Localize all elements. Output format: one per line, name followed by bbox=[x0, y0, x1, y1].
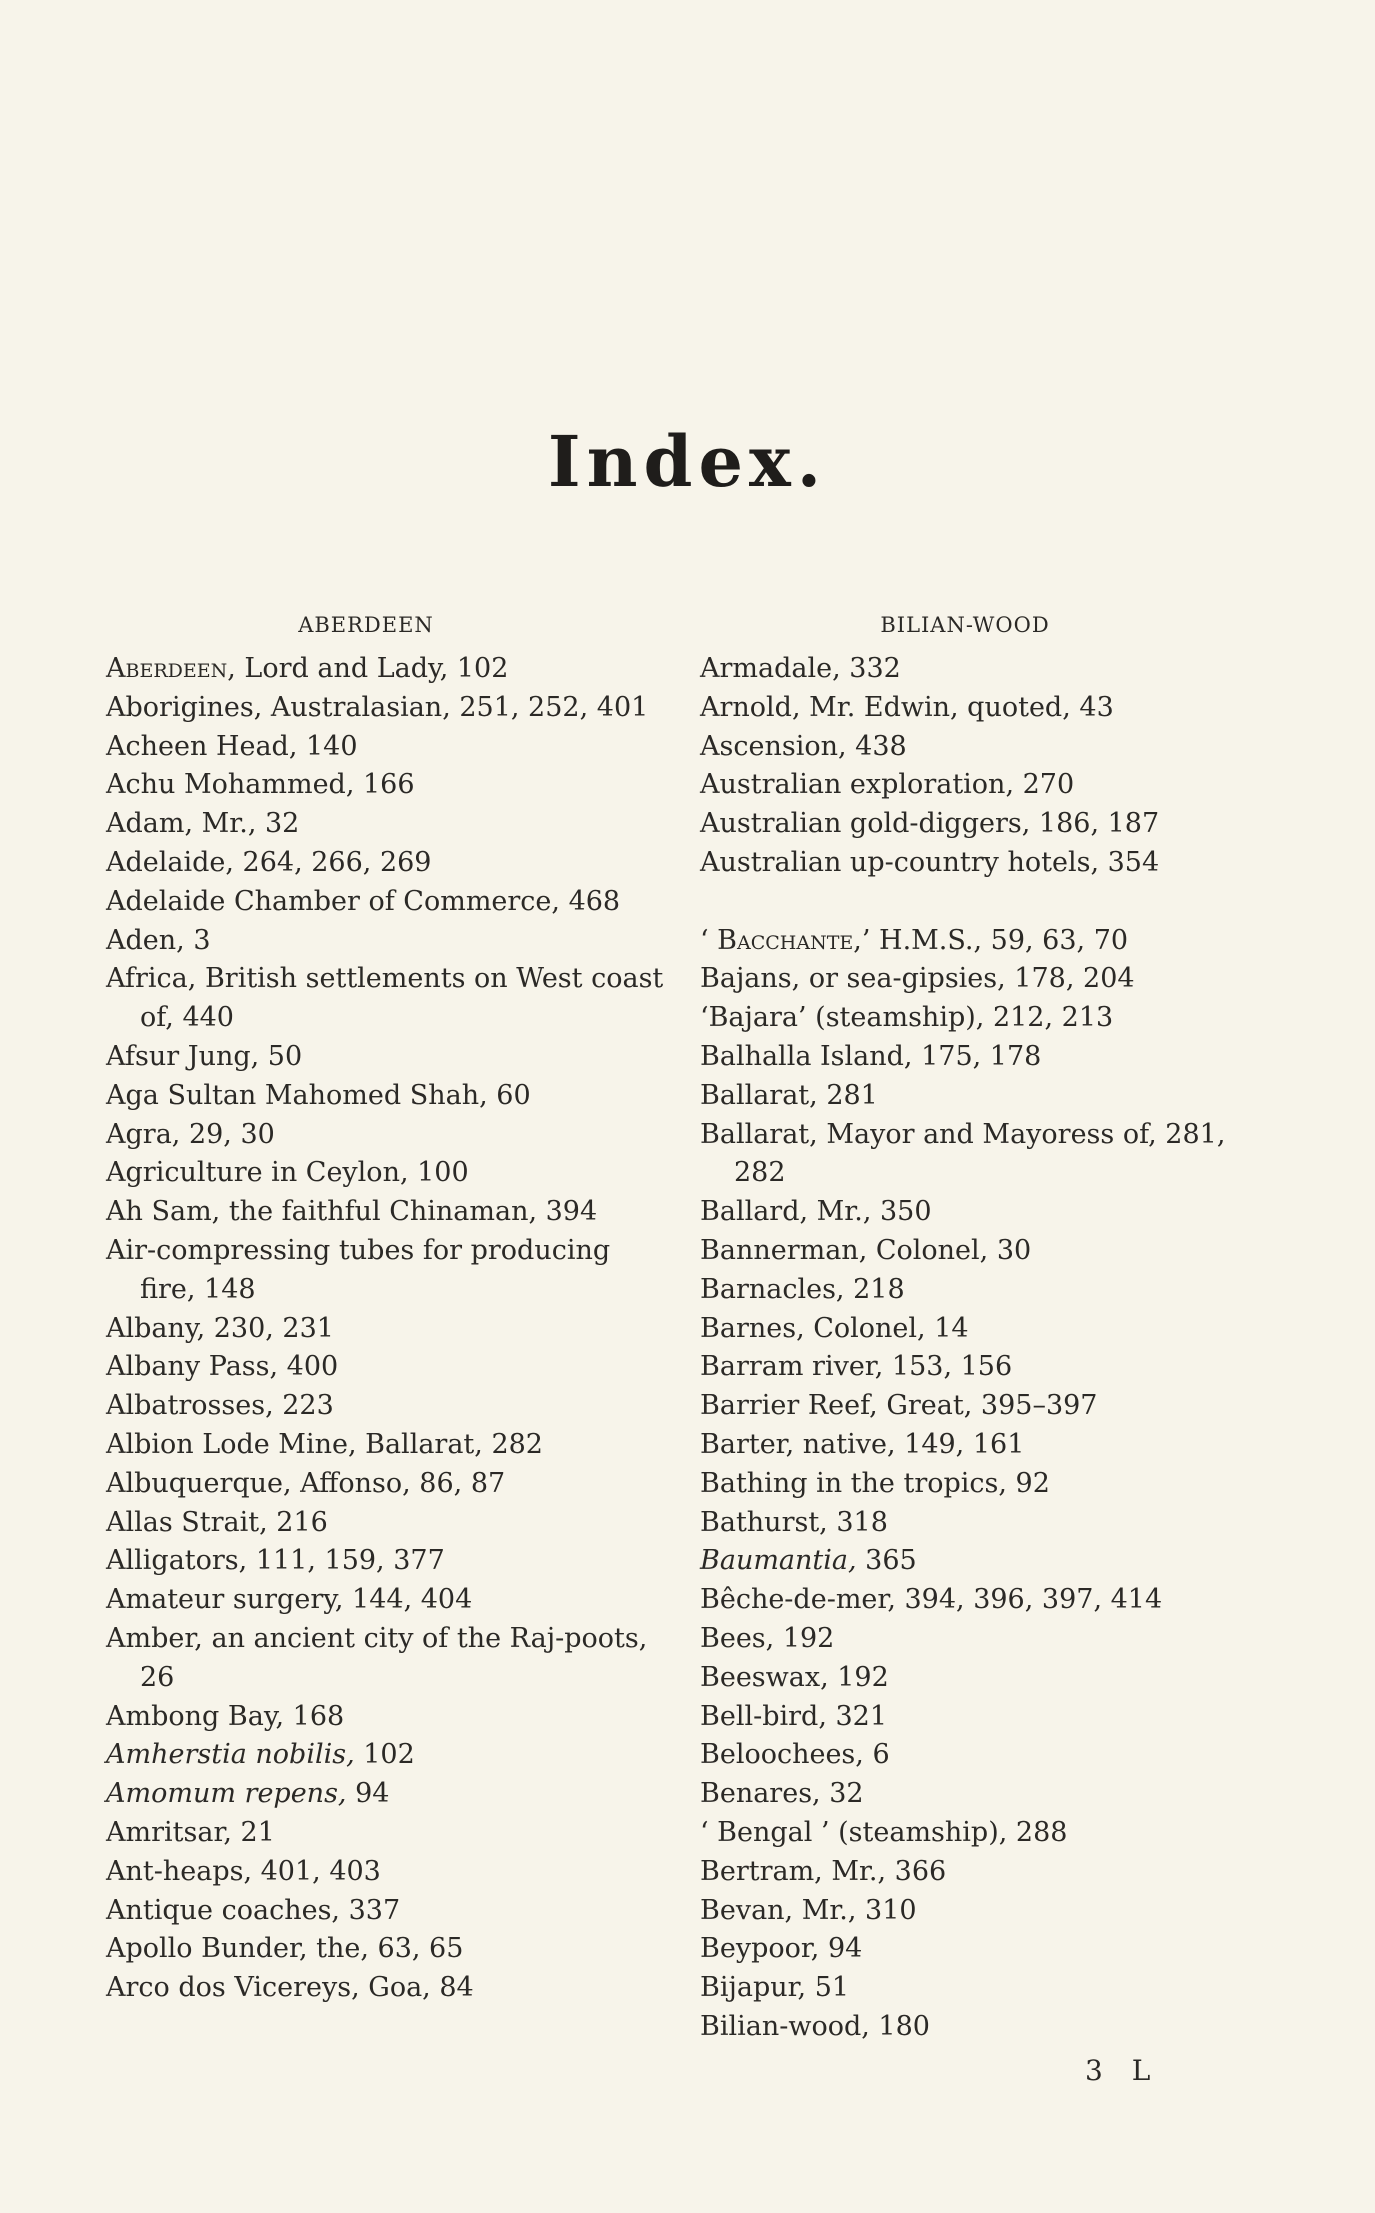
index-entry: Apollo Bunder, the, 63, 65 bbox=[106, 1933, 464, 1965]
index-entry: Bannerman, Colonel, 30 bbox=[700, 1234, 1032, 1266]
entry-italic-term: Amherstia nobilis, bbox=[106, 1739, 355, 1771]
index-entry: Australian gold-diggers, 186, 187 bbox=[700, 808, 1160, 840]
index-column-right bbox=[700, 610, 1270, 2047]
page-title: Index. bbox=[547, 420, 828, 503]
index-entry: Aden, 3 bbox=[106, 924, 211, 956]
index-entry: Albuquerque, Affonso, 86, 87 bbox=[106, 1467, 506, 1499]
entry-list-right bbox=[700, 650, 1270, 2047]
index-entry: Bajans, or sea-gipsies, 178, 204 bbox=[700, 963, 1135, 995]
index-entry: Amritsar, 21 bbox=[106, 1816, 275, 1848]
entry-headword: Bacchante, bbox=[717, 924, 862, 956]
index-entry: Balhalla Island, 175, 178 bbox=[700, 1040, 1042, 1072]
index-entry: Air-compressing tubes for producing fire, 148 bbox=[106, 1234, 611, 1305]
index-entry: Albatrosses, 223 bbox=[106, 1390, 334, 1422]
index-entry: Beeswax, 192 bbox=[700, 1661, 889, 1693]
index-entry: Ballard, Mr., 350 bbox=[700, 1196, 932, 1228]
index-entry: Adam, Mr., 32 bbox=[106, 808, 300, 840]
entry-headword: Aberdeen, bbox=[106, 653, 236, 684]
index-entry: Australian exploration, 270 bbox=[700, 769, 1075, 801]
index-entry bbox=[106, 1736, 666, 1775]
index-entry: Achu Mohammed, 166 bbox=[106, 769, 415, 801]
index-entry: Barter, native, 149, 161 bbox=[700, 1428, 1025, 1460]
index-entry: ‘ Bengal ’ (steamship), 288 bbox=[700, 1816, 1068, 1848]
index-entry: Armadale, 332 bbox=[700, 653, 901, 684]
index-entry: Australian up-country hotels, 354 bbox=[700, 846, 1160, 878]
entry-italic-term: Amomum repens, bbox=[106, 1778, 347, 1810]
index-entry: Beypoor, 94 bbox=[700, 1933, 863, 1965]
index-entry: Allas Strait, 216 bbox=[106, 1506, 328, 1538]
index-entry: Barnacles, 218 bbox=[700, 1273, 905, 1305]
index-entry: Antique coaches, 337 bbox=[106, 1894, 401, 1926]
entry-pages: 102 bbox=[354, 1739, 415, 1771]
entry-pages: ’ H.M.S., 59, 63, 70 bbox=[861, 924, 1129, 956]
index-entry: Africa, British settlements on West coast of, 440 bbox=[106, 963, 664, 1034]
index-entry: Bertram, Mr., 366 bbox=[700, 1855, 947, 1887]
index-entry: Ah Sam, the faithful Chinaman, 394 bbox=[106, 1196, 598, 1228]
index-entry: Amateur surgery, 144, 404 bbox=[106, 1584, 473, 1616]
index-entry: Arnold, Mr. Edwin, quoted, 43 bbox=[700, 691, 1114, 723]
index-entry: Alligators, 111, 159, 377 bbox=[106, 1545, 445, 1577]
index-entry: Adelaide, 264, 266, 269 bbox=[106, 846, 432, 878]
index-entry: Albany, 230, 231 bbox=[106, 1312, 334, 1344]
index-entry: Bijapur, 51 bbox=[700, 1972, 850, 2004]
index-entry: Albany Pass, 400 bbox=[106, 1351, 339, 1383]
index-entry: Barrier Reef, Great, 395–397 bbox=[700, 1390, 1098, 1422]
index-entry: Benares, 32 bbox=[700, 1778, 864, 1810]
index-entry: Aborigines, Australasian, 251, 252, 401 bbox=[106, 691, 649, 723]
entry-quote: ‘ bbox=[700, 924, 718, 956]
index-entry: Ballarat, Mayor and Mayoress of, 281, 282 bbox=[700, 1118, 1226, 1189]
index-entry: Aga Sultan Mahomed Shah, 60 bbox=[106, 1079, 531, 1111]
index-entry: Adelaide Chamber of Commerce, 468 bbox=[106, 885, 621, 917]
index-entry bbox=[106, 650, 666, 689]
entry-list-left bbox=[106, 650, 666, 2008]
running-head-left: ABERDEEN bbox=[298, 613, 434, 637]
entry-italic-term: Baumantia, bbox=[700, 1545, 857, 1577]
index-entry: Agra, 29, 30 bbox=[106, 1118, 275, 1150]
index-entry bbox=[106, 1775, 666, 1814]
index-entry: Bees, 192 bbox=[700, 1622, 835, 1654]
entry-pages: 94 bbox=[346, 1778, 390, 1810]
index-entry: Afsur Jung, 50 bbox=[106, 1040, 303, 1072]
index-entry: Ambong Bay, 168 bbox=[106, 1700, 345, 1732]
index-entry: Arco dos Vicereys, Goa, 84 bbox=[106, 1972, 474, 2004]
index-entry: Barram river, 153, 156 bbox=[700, 1351, 1013, 1383]
index-entry bbox=[700, 922, 1270, 961]
index-entry: Bathing in the tropics, 92 bbox=[700, 1467, 1050, 1499]
index-entry: Bevan, Mr., 310 bbox=[700, 1894, 917, 1926]
entry-pages: 365 bbox=[856, 1545, 917, 1577]
entry-pages: Lord and Lady, 102 bbox=[235, 653, 509, 684]
index-entry: Bathurst, 318 bbox=[700, 1506, 888, 1538]
index-entry bbox=[700, 1542, 1270, 1581]
index-entry: Amber, an ancient city of the Raj-poots, 26 bbox=[106, 1622, 648, 1693]
index-entry: Ballarat, 281 bbox=[700, 1079, 878, 1111]
index-entry: Bilian-wood, 180 bbox=[700, 2010, 930, 2042]
index-entry: ‘Bajara’ (steamship), 212, 213 bbox=[700, 1002, 1114, 1034]
signature-mark: 3 L bbox=[1085, 2054, 1161, 2087]
index-entry: Beloochees, 6 bbox=[700, 1739, 890, 1771]
index-entry: Barnes, Colonel, 14 bbox=[700, 1312, 969, 1344]
running-head-right: BILIAN-WOOD bbox=[880, 613, 1050, 637]
index-column-left bbox=[106, 610, 666, 2008]
index-entry: Bell-bird, 321 bbox=[700, 1700, 888, 1732]
index-entry: Ant-heaps, 401, 403 bbox=[106, 1855, 381, 1887]
index-entry: Ascension, 438 bbox=[700, 730, 907, 762]
index-entry: Acheen Head, 140 bbox=[106, 730, 358, 762]
index-entry: Albion Lode Mine, Ballarat, 282 bbox=[106, 1428, 543, 1460]
index-entry: Agriculture in Ceylon, 100 bbox=[106, 1157, 469, 1189]
index-entry: Bêche-de-mer, 394, 396, 397, 414 bbox=[700, 1584, 1163, 1616]
